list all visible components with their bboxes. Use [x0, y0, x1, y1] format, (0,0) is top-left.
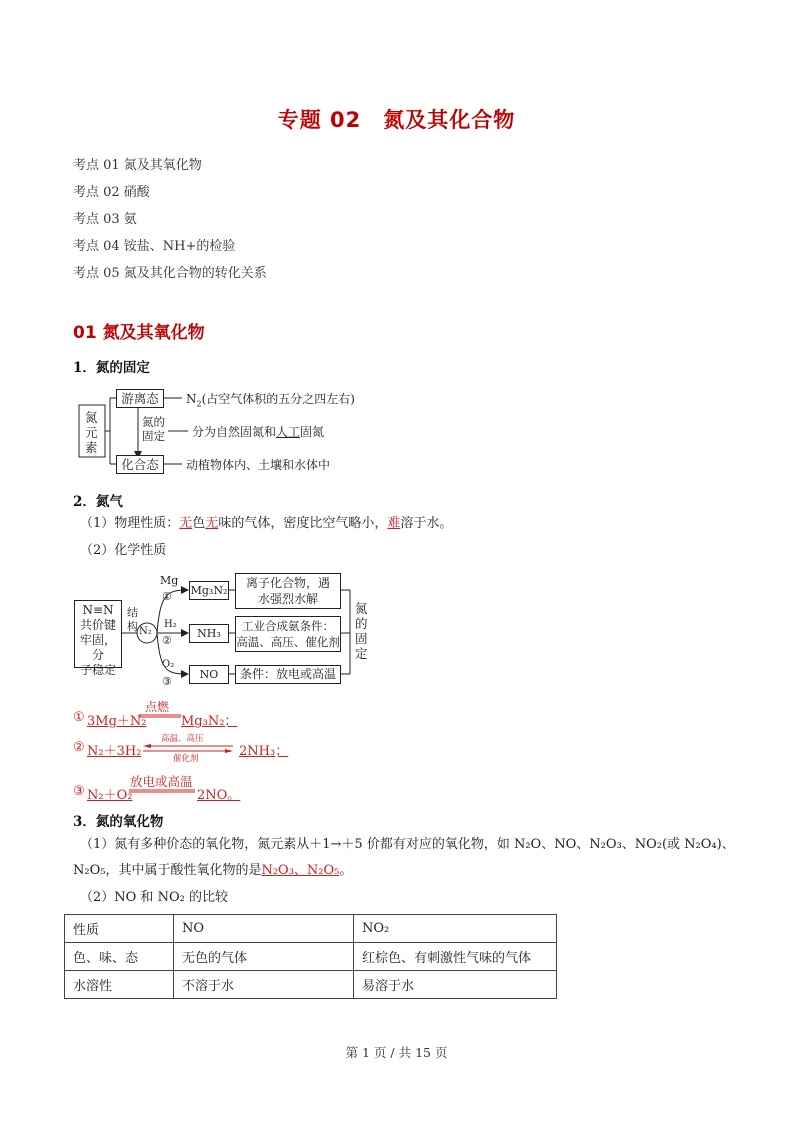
toc-item[interactable]: 考点 05 氮及其化合物的转化关系 [73, 266, 267, 281]
table-header: NO [174, 915, 354, 943]
h2-reagent: H₂ [164, 619, 177, 630]
table-row [65, 943, 557, 971]
equation-2: ② N₂＋3H₂ 高温、高压 催化剂 2NH₃； [73, 734, 289, 764]
product-mg3n2: Mg₃N₂ [189, 581, 229, 600]
o2-reagent: O₂ [162, 659, 175, 670]
fixation-label: 氮的 固定 [142, 415, 165, 443]
structure-label: 结 构 [127, 606, 138, 633]
answer-blank: 难 [387, 516, 401, 531]
table-cell: 无色的气体 [174, 943, 354, 971]
answer-blank: N₂O₃、N₂O₅ [261, 863, 340, 878]
subsection-heading: 1．氮的固定 [73, 360, 150, 376]
equation-1: ① 3Mg＋N₂ 点燃 Mg₃N₂； [73, 700, 238, 729]
page-footer: 第 1 页 / 共 15 页 [345, 1045, 448, 1060]
section-heading: 01 氮及其氧化物 [73, 323, 205, 343]
fixation-side-label: 氮 的 固 定 [355, 601, 368, 661]
subsection-heading: 2．氮气 [73, 494, 123, 510]
note-mg3n2: 离子化合物，遇 水强烈水解 [235, 573, 341, 609]
toc-list [73, 157, 267, 292]
oxides-paragraph-line1: （1）氮有多种价态的氧化物，氮元素从＋1→＋5 价都有对应的氧化物，如 N₂O、NO、N₂O₃、NO₂(或 N₂O₄)、 [80, 837, 735, 852]
n2-note: $N_2$(占空气体积的五分之四左右) [186, 392, 355, 409]
free-state-box: 游离态 [116, 389, 164, 408]
subsection-heading: 3．氮的氧化物 [73, 814, 164, 830]
comparison-label: （2）NO 和 NO₂ 的比较 [80, 890, 228, 905]
toc-item[interactable]: 考点 02 硝酸 [73, 185, 150, 200]
step-1: ① [162, 590, 172, 603]
table-row [65, 971, 557, 999]
element-label: 氮 元 素 [85, 410, 98, 455]
note-nh3: 工业合成氨条件： 高温、高压、催化剂 [235, 616, 341, 652]
physical-properties: （1）物理性质：无色无味的气体，密度比空气略小，难溶于水。 [80, 516, 453, 531]
table-cell: 不溶于水 [174, 971, 354, 999]
nitrogen-reaction-diagram [70, 568, 380, 692]
table-header: NO₂ [354, 915, 557, 943]
no-no2-table [64, 914, 557, 999]
nitrogen-fixation-diagram [76, 385, 406, 475]
note-no: 条件：放电或高温 [235, 665, 341, 684]
table-header-row [65, 915, 557, 943]
mg-reagent: Mg [160, 574, 179, 587]
toc-item[interactable]: 考点 04 铵盐、NH+的检验 [73, 239, 236, 254]
toc-item[interactable]: 考点 01 氮及其氧化物 [73, 158, 202, 173]
table-header: 性质 [65, 915, 174, 943]
product-no: NO [189, 665, 229, 684]
n2-circle-label: N₂ [139, 626, 152, 637]
table-cell: 红棕色、有刺激性气味的气体 [354, 943, 557, 971]
combined-note: 动植物体内、土壤和水体中 [186, 458, 331, 472]
chemical-properties-label: （2）化学性质 [80, 543, 167, 558]
table-cell: 易溶于水 [354, 971, 557, 999]
toc-item[interactable]: 考点 03 氨 [73, 212, 137, 227]
table-cell: 水溶性 [65, 971, 174, 999]
answer-blank: 无 [205, 516, 219, 531]
equation-3: ③ N₂＋O₂ 放电或高温 2NO。 [73, 774, 241, 803]
fixation-note: 分为自然固氮和人工固氮 [192, 425, 325, 439]
bond-box: N≡N 共价键 牢固，分 子稳定 [74, 600, 122, 668]
step-2: ② [162, 634, 172, 647]
combined-state-box: 化合态 [116, 455, 164, 474]
table-cell: 色、味、态 [65, 943, 174, 971]
step-3: ③ [162, 675, 172, 688]
oxides-paragraph-line2: N₂O₅，其中属于酸性氧化物的是N₂O₃、N₂O₅。 [73, 863, 353, 878]
answer-blank: 无 [179, 516, 193, 531]
page-title: 专题 02 氮及其化合物 [277, 108, 516, 132]
product-nh3: NH₃ [189, 624, 229, 643]
